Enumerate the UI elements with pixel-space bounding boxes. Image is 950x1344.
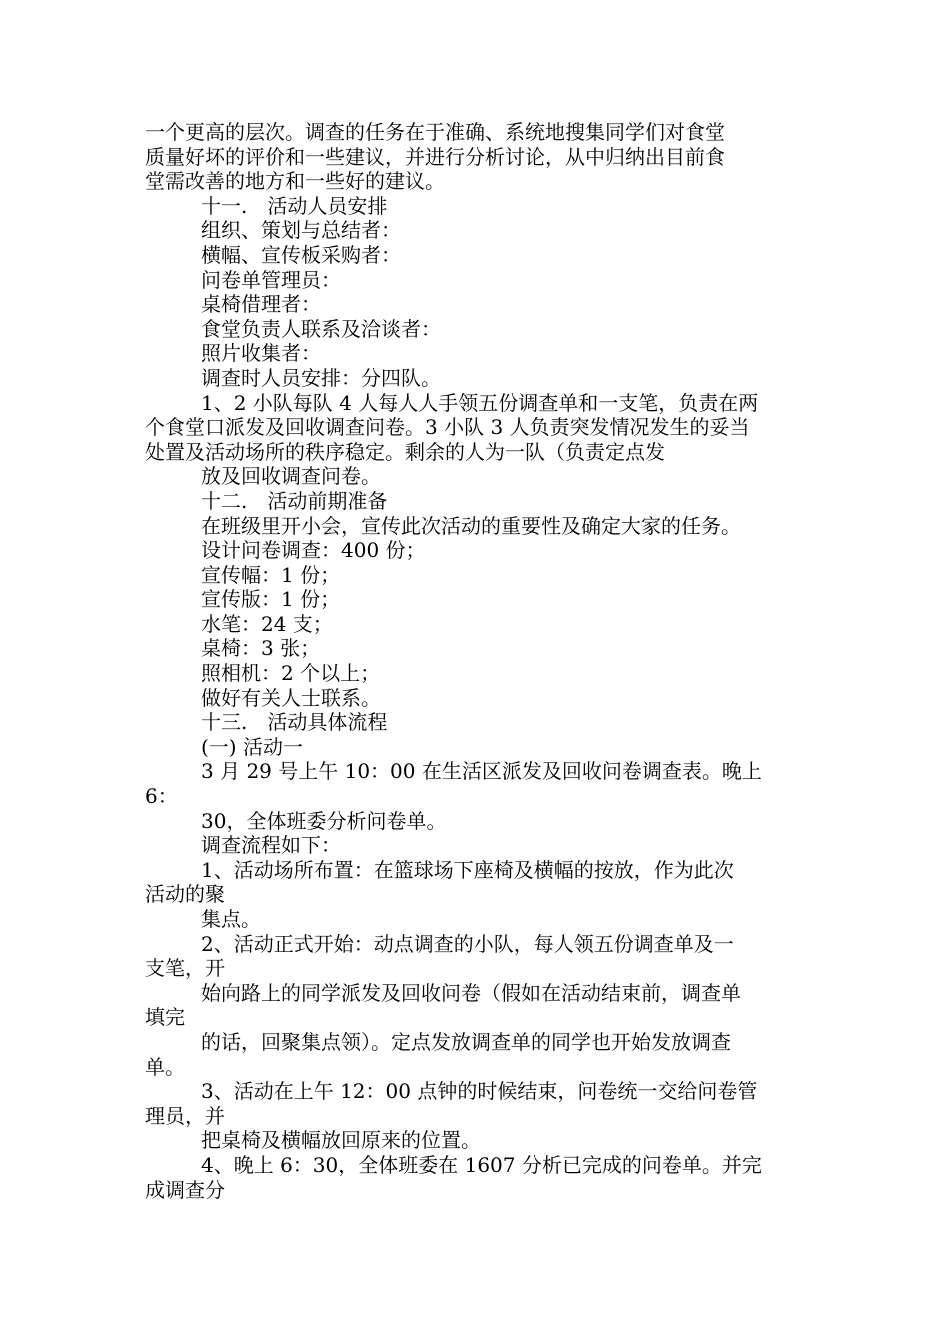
text-line: 问卷单管理员： (201, 267, 341, 292)
text-line: 始向路上的同学派发及回收问卷（假如在活动结束前，调查单 (201, 980, 741, 1005)
text-line: 质量好坏的评价和一些建议，并进行分析讨论，从中归纳出目前食 (145, 144, 725, 169)
text-line: 宣传版：1 份； (201, 587, 341, 612)
text-line: 填完 (145, 1005, 185, 1030)
text-line: 十三. 活动具体流程 (201, 710, 388, 735)
text-line: 3、活动在上午 12：00 点钟的时候结束，问卷统一交给问卷管 (201, 1079, 758, 1104)
text-line: 一个更高的层次。调查的任务在于准确、系统地搜集同学们对食堂 (145, 120, 725, 144)
text-line: 1、活动场所布置：在篮球场下座椅及横幅的按放，作为此次 (201, 857, 734, 882)
text-line: 堂需改善的地方和一些好的建议。 (145, 169, 445, 194)
text-line: 单。 (145, 1054, 185, 1079)
text-line: 设计问卷调查：400 份； (201, 538, 426, 563)
text-line: 30，全体班委分析问卷单。 (201, 808, 447, 833)
text-line: 十二. 活动前期准备 (201, 488, 388, 513)
text-line: 的话，回聚集点领）。定点发放调查单的同学也开始发放调查 (201, 1029, 731, 1054)
text-line: (一) 活动一 (201, 734, 303, 759)
text-line: 调查时人员安排：分四队。 (201, 365, 441, 390)
text-line: 4、晚上 6：30，全体班委在 1607 分析已完成的问卷单。并完 (201, 1152, 762, 1177)
text-line: 集点。 (201, 907, 261, 931)
text-line: 放及回收调查问卷。 (201, 464, 381, 489)
text-line: 成调查分 (145, 1177, 225, 1202)
text-line: 活动的聚 (145, 882, 225, 907)
text-line: 照相机：2 个以上； (201, 661, 381, 686)
text-line: 处置及活动场所的秩序稳定。剩余的人为一队（负责定点发 (145, 439, 665, 464)
text-line: 在班级里开小会，宣传此次活动的重要性及确定大家的任务。 (201, 513, 741, 538)
text-line: 3 月 29 号上午 10：00 在生活区派发及回收问卷调查表。晚上 (201, 759, 762, 784)
text-line: 照片收集者： (201, 341, 321, 366)
text-line: 把桌椅及横幅放回原来的位置。 (201, 1128, 481, 1153)
document-body (145, 120, 810, 1202)
text-line: 做好有关人士联系。 (201, 685, 381, 710)
text-line: 1、2 小队每队 4 人每人人手领五份调查单和一支笔，负责在两 (201, 390, 759, 415)
text-line: 十一. 活动人员安排 (201, 193, 388, 218)
text-line: 理员，并 (145, 1103, 225, 1128)
text-line: 支笔，开 (145, 956, 225, 981)
text-line: 水笔：24 支； (201, 611, 333, 636)
text-line: 个食堂口派发及回收调查问卷。3 小队 3 人负责突发情况发生的妥当 (145, 415, 750, 440)
text-line: 宣传幅：1 份； (201, 562, 341, 587)
text-line: 调查流程如下： (201, 833, 341, 858)
text-line: 2、活动正式开始：动点调查的小队，每人领五份调查单及一 (201, 931, 734, 956)
text-line: 组织、策划与总结者： (201, 218, 401, 243)
text-line: 6： (145, 784, 178, 809)
text-line: 食堂负责人联系及洽谈者： (201, 316, 441, 341)
text-line: 横幅、宣传板采购者： (201, 242, 401, 267)
text-line: 桌椅：3 张； (201, 636, 321, 661)
text-line: 桌椅借理者： (201, 292, 321, 317)
